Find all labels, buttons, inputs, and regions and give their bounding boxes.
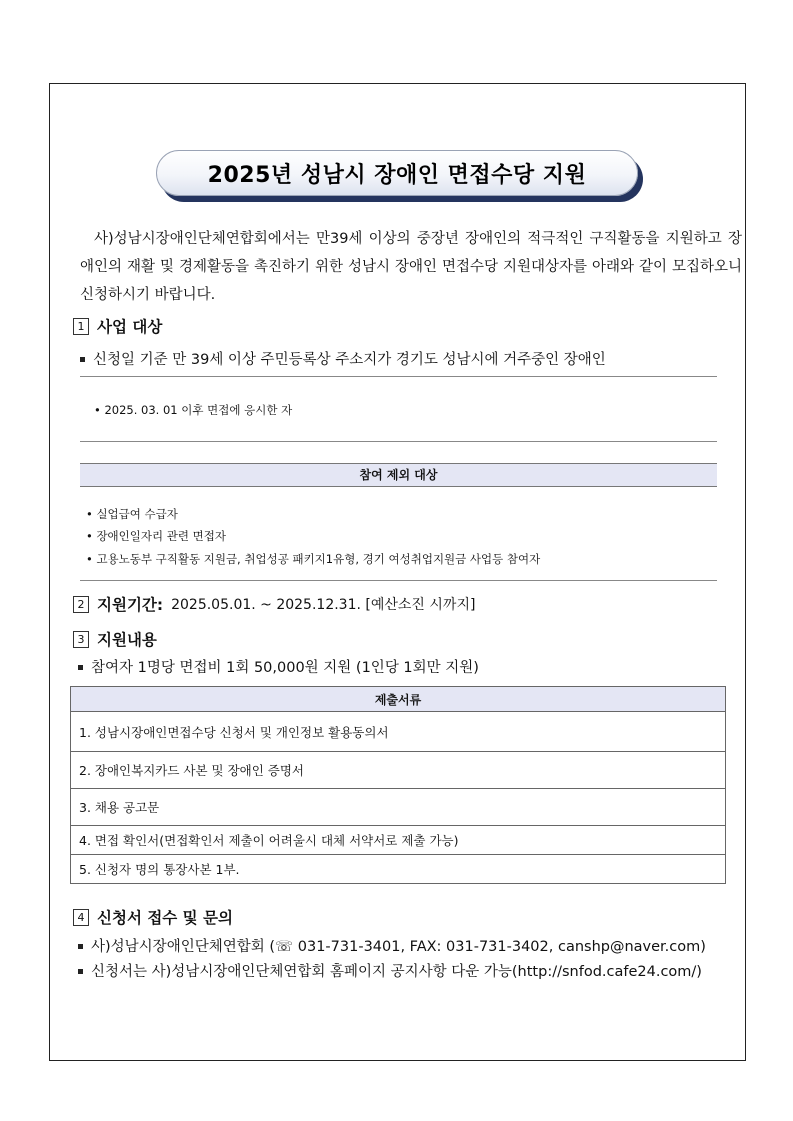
section-number: 1 xyxy=(73,318,89,335)
table-row: 4. 면접 확인서(면접확인서 제출이 어려울시 대체 서약서로 제출 가능) xyxy=(71,826,726,855)
square-bullet-icon xyxy=(80,357,85,362)
section-number: 4 xyxy=(73,909,89,926)
exclusion-item: • 장애인일자리 관련 면접자 xyxy=(86,529,226,543)
divider xyxy=(80,441,717,442)
exclusion-header: 참여 제외 대상 xyxy=(80,463,717,487)
section-title: 지원기간: xyxy=(97,596,164,614)
target-sub-item: • 2025. 03. 01 이후 면접에 응시한 자 xyxy=(94,403,293,417)
support-content-bullet: 참여자 1명당 면접비 1회 50,000원 지원 (1인당 1회만 지원) xyxy=(78,656,479,677)
divider xyxy=(80,580,717,581)
exclusion-item: • 고용노동부 구직활동 지원금, 취업성공 패키지1유형, 경기 여성취업지원금 사업등 참여자 xyxy=(86,552,541,566)
section-number: 3 xyxy=(73,631,89,648)
title-banner xyxy=(156,150,638,196)
table-header: 제출서류 xyxy=(71,687,726,712)
square-bullet-icon xyxy=(78,944,83,949)
table-row: 1. 성남시장애인면접수당 신청서 및 개인정보 활용동의서 xyxy=(71,712,726,752)
section-title: 지원내용 xyxy=(97,631,157,649)
square-bullet-icon xyxy=(78,969,83,974)
target-bullet: 신청일 기준 만 39세 이상 주민등록상 주소지가 경기도 성남시에 거주중인 장애인 xyxy=(80,348,606,369)
documents-table xyxy=(70,686,726,884)
support-period: 2025.05.01. ~ 2025.12.31. [예산소진 시까지] xyxy=(171,597,476,613)
exclusion-item: • 실업급여 수급자 xyxy=(86,507,178,521)
section-title: 신청서 접수 및 문의 xyxy=(97,909,233,927)
section-2-heading xyxy=(73,593,475,615)
section-number: 2 xyxy=(73,596,89,613)
section-4-heading xyxy=(73,906,233,928)
section-1-heading xyxy=(73,315,162,337)
intro-paragraph: 사)성남시장애인단체연합회에서는 만39세 이상의 중장년 장애인의 적극적인 구직활동을 지원하고 장애인의 재활 및 경제활동을 촉진하기 위한 성남시 장애인 면접수당 지원대상자를 아래와 같이 모집하오니 신청하시기 바랍니다. xyxy=(80,231,742,303)
divider xyxy=(80,376,717,377)
page-title: 2025년 성남시 장애인 면접수당 지원 xyxy=(207,162,587,188)
section-title: 사업 대상 xyxy=(97,318,163,336)
table-row: 3. 채용 공고문 xyxy=(71,789,726,826)
section-3-heading xyxy=(73,628,157,650)
download-bullet: 신청서는 사)성남시장애인단체연합회 홈페이지 공지사항 다운 가능(http://snfod.cafe24.com/) xyxy=(78,960,702,981)
table-row: 2. 장애인복지카드 사본 및 장애인 증명서 xyxy=(71,752,726,789)
contact-bullet: 사)성남시장애인단체연합회 (☏ 031-731-3401, FAX: 031-731-3402, canshp@naver.com) xyxy=(78,935,706,956)
square-bullet-icon xyxy=(78,665,83,670)
table-row: 5. 신청자 명의 통장사본 1부. xyxy=(71,855,726,884)
